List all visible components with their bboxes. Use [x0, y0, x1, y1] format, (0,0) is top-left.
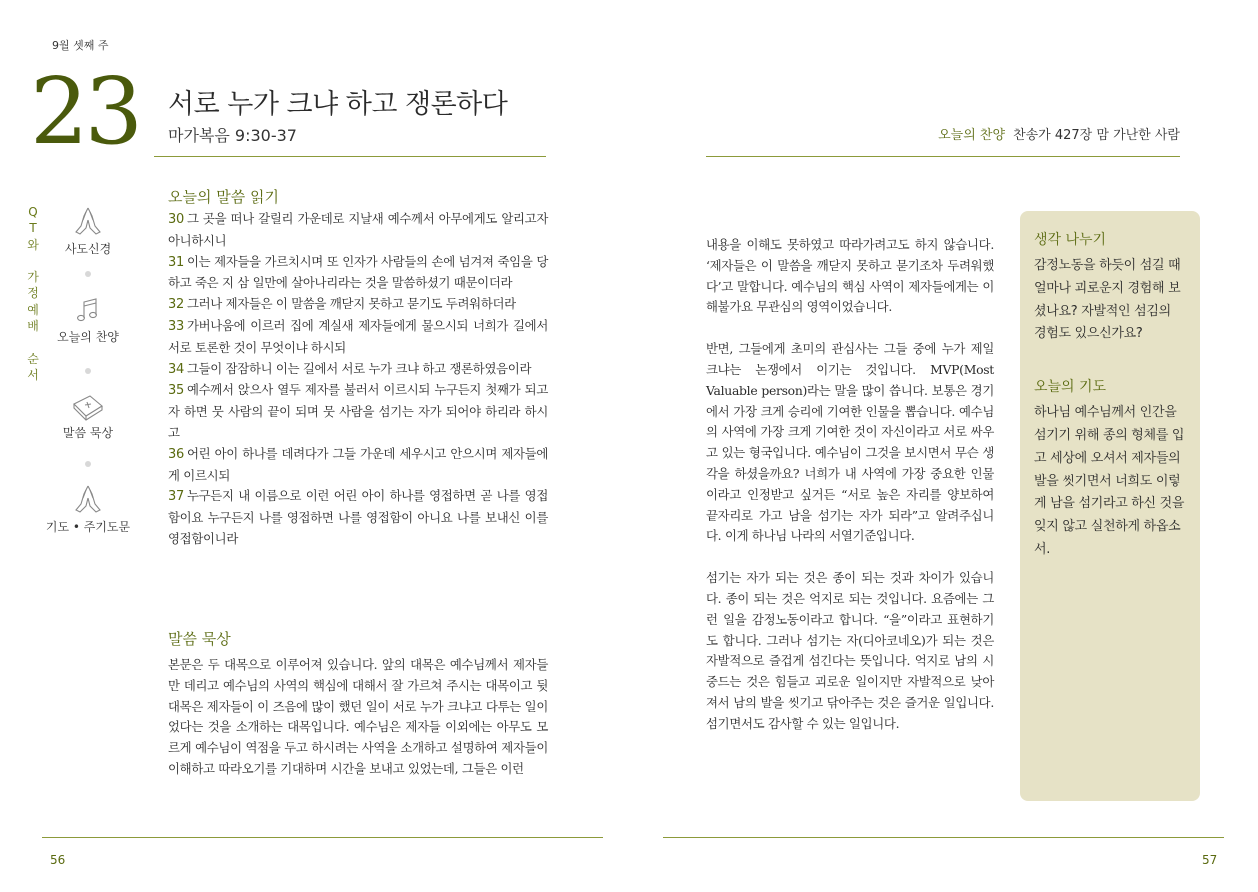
todays-hymn [938, 124, 1180, 143]
menu-label-hymn: 오늘의 찬양 [57, 330, 119, 344]
verse-text: 그 곳을 떠나 갈릴리 가운데로 지날새 예수께서 아무에게도 알리고자 아니하시니 [168, 211, 548, 248]
music-note-icon [70, 296, 106, 326]
verse-text: 가버나움에 이르러 집에 계실새 제자들에게 물으시되 너희가 길에서 서로 토론한 것이 무엇이냐 하시되 [168, 317, 548, 355]
menu-item-meditation[interactable] [38, 392, 138, 441]
title-divider [154, 156, 546, 157]
side-label: Q T 와 가 정 예 배 순 서 [27, 205, 39, 382]
hymn-text: 찬송가 427장 맘 가난한 사람 [1013, 128, 1180, 143]
page-title: 서로 누가 크냐 하고 쟁론하다 [168, 89, 508, 120]
verse-number: 37 [168, 489, 184, 505]
bible-icon [70, 392, 106, 422]
meditation-continued [706, 235, 994, 756]
footer-divider [42, 837, 603, 838]
menu-separator-dot [85, 271, 91, 277]
verse [168, 316, 548, 359]
verse-number: 36 [168, 446, 184, 462]
meditation-text: 본문은 두 대목으로 이루어져 있습니다. 앞의 대목은 예수님께서 제자들만 데리고 예수님의 사역의 핵심에 대해서 잘 가르쳐 주시는 대목이고 뒷 대목은 제자들이 이 즈음에 많이 했던 일이 서로 누가 크냐고 다투는 일이었다는 것을 소개하는 대목입니다. 예수님은 제자들 이외에는 아무도 모르게 예수님이 역점을 두고 하시려는 사역을 소개하고 설명하여 제자들이 이해하고 따라오기를 기대하며 시간을 보내고 있었는데, 그들은 이런 [168, 657, 548, 776]
hymn-label: 오늘의 찬양 [938, 128, 1006, 143]
praying-hands-icon [70, 206, 106, 238]
menu-item-prayer[interactable] [38, 484, 138, 535]
verse-text: 예수께서 앉으사 열두 제자를 불러서 이르시되 누구든지 첫째가 되고자 하면 뭇 사람의 끝이 되며 뭇 사람을 섬기는 자가 되어야 하리라 하시고 [168, 382, 548, 440]
share-text: 감정노동을 하듯이 섬길 때 얼마나 괴로운지 경험해 보셨나요? 자발적인 섬김의 경험도 있으신가요? [1034, 258, 1181, 342]
verse-number: 31 [168, 254, 184, 270]
reading-section [168, 186, 548, 550]
verse [168, 252, 548, 295]
footer-divider [663, 837, 1224, 838]
day-number: 23 [30, 58, 140, 165]
menu-label-creed: 사도신경 [64, 242, 112, 256]
page-number-right: 57 [1202, 853, 1218, 867]
paragraph: 섬기는 자가 되는 것은 종이 되는 것과 차이가 있습니다. 종이 되는 것은 억지로 되는 것입니다. 요즘에는 그런 일을 감정노동이라고 합니다. “을”이라고 표현하기도 합니다. 그러나 섬기는 자(디아코네오)가 되는 것은 자발적으로 즐겁게 섬긴다는 뜻입니다. 억지로 남의 시중드는 것은 힘들고 괴로운 일이지만 자발적으로 낮아져서 남의 발을 씻기고 닦아주는 것은 즐거운 일입니다. 섬기면서도 감사할 수 있는 일입니다. [706, 570, 994, 731]
verse [168, 380, 548, 443]
reading-heading: 오늘의 말씀 읽기 [168, 188, 279, 206]
menu-label-meditation: 말씀 묵상 [62, 426, 114, 440]
paragraph: 내용을 이해도 못하였고 따라가려고도 하지 않습니다. ‘제자들은 이 말씀을 깨닫지 못하고 묻기조차 두려워했다’고 말합니다. 예수님의 핵심 사역이 제자들에게는 이해불가요 무관심의 영역이었습니다. [706, 237, 994, 315]
menu-item-hymn[interactable] [38, 296, 138, 345]
menu-item-creed[interactable] [38, 206, 138, 257]
verse-text: 그러나 제자들은 이 말씀을 깨닫지 못하고 묻기도 두려워하더라 [186, 296, 516, 312]
header-divider [706, 156, 1180, 157]
menu-separator-dot [85, 461, 91, 467]
menu-label-prayer: 기도 • 주기도문 [45, 520, 131, 534]
verse [168, 444, 548, 487]
menu-separator-dot [85, 368, 91, 374]
paragraph: 반면, 그들에게 초미의 관심사는 그들 중에 누가 제일 크냐는 논쟁에서 이기는 것입니다. MVP(Most Valuable person)라는 말을 많이 씁니다. 보통은 경기에서 가장 크게 승리에 기여한 인물을 뽑습니다. 예수님의 사역에 가장 크게 기여한 것이 자신이라고 서로 싸우고 있는 형국입니다. 예수님이 그것을 보시면서 무슨 생각을 하셨을까요? 너희가 내 사역에 가장 중요한 인물이라고 인정받고 싶거든 “서로 높은 자리를 양보하여 끝자리로 가고 남을 섬기는 자가 되라”고 알려주십니다. 이게 하나님 나라의 서열기준입니다. [706, 341, 994, 544]
verse-text: 어린 아이 하나를 데려다가 그들 가운데 세우시고 안으시며 제자들에게 이르시되 [168, 445, 548, 483]
verse [168, 209, 548, 252]
sidebar-box [1020, 211, 1200, 801]
prayer-text: 하나님 예수님께서 인간을 섬기기 위해 종의 형체를 입고 세상에 오셔서 제자들의 발을 씻기면서 너희도 이렇게 남을 섬기라고 하신 것을 잊지 않고 실천하게 하옵소서. [1034, 405, 1185, 557]
verse [168, 359, 548, 381]
praying-hands-icon [70, 484, 106, 516]
verse-number: 35 [168, 383, 184, 399]
verse-number: 33 [168, 318, 184, 334]
verse-number: 30 [168, 212, 184, 227]
verse-text: 누구든지 내 이름으로 이런 어린 아이 하나를 영접하면 곧 나를 영접함이요 누구든지 나를 영접하면 나를 영접함이 아니요 나를 보내신 이를 영접함이니라 [168, 488, 548, 546]
verse-number: 32 [168, 297, 184, 313]
meditation-heading: 말씀 묵상 [168, 630, 231, 648]
prayer-heading: 오늘의 기도 [1034, 379, 1107, 396]
page-number-left: 56 [50, 853, 66, 867]
verse-text: 이는 제자들을 가르치시며 또 인자가 사람들의 손에 넘겨져 죽임을 당하고 죽은 지 삼 일만에 살아나리라는 것을 말씀하셨기 때문이더라 [168, 253, 548, 291]
scripture-reference: 마가복음 9:30-37 [168, 126, 297, 145]
meditation-section [168, 628, 548, 780]
verse-text: 그들이 잠잠하니 이는 길에서 서로 누가 크냐 하고 쟁론하였음이라 [186, 360, 532, 376]
verse [168, 486, 548, 549]
share-heading: 생각 나누기 [1034, 232, 1107, 248]
week-label: 9월 셋째 주 [52, 39, 109, 52]
verse-number: 34 [168, 361, 184, 377]
verse [168, 294, 548, 316]
